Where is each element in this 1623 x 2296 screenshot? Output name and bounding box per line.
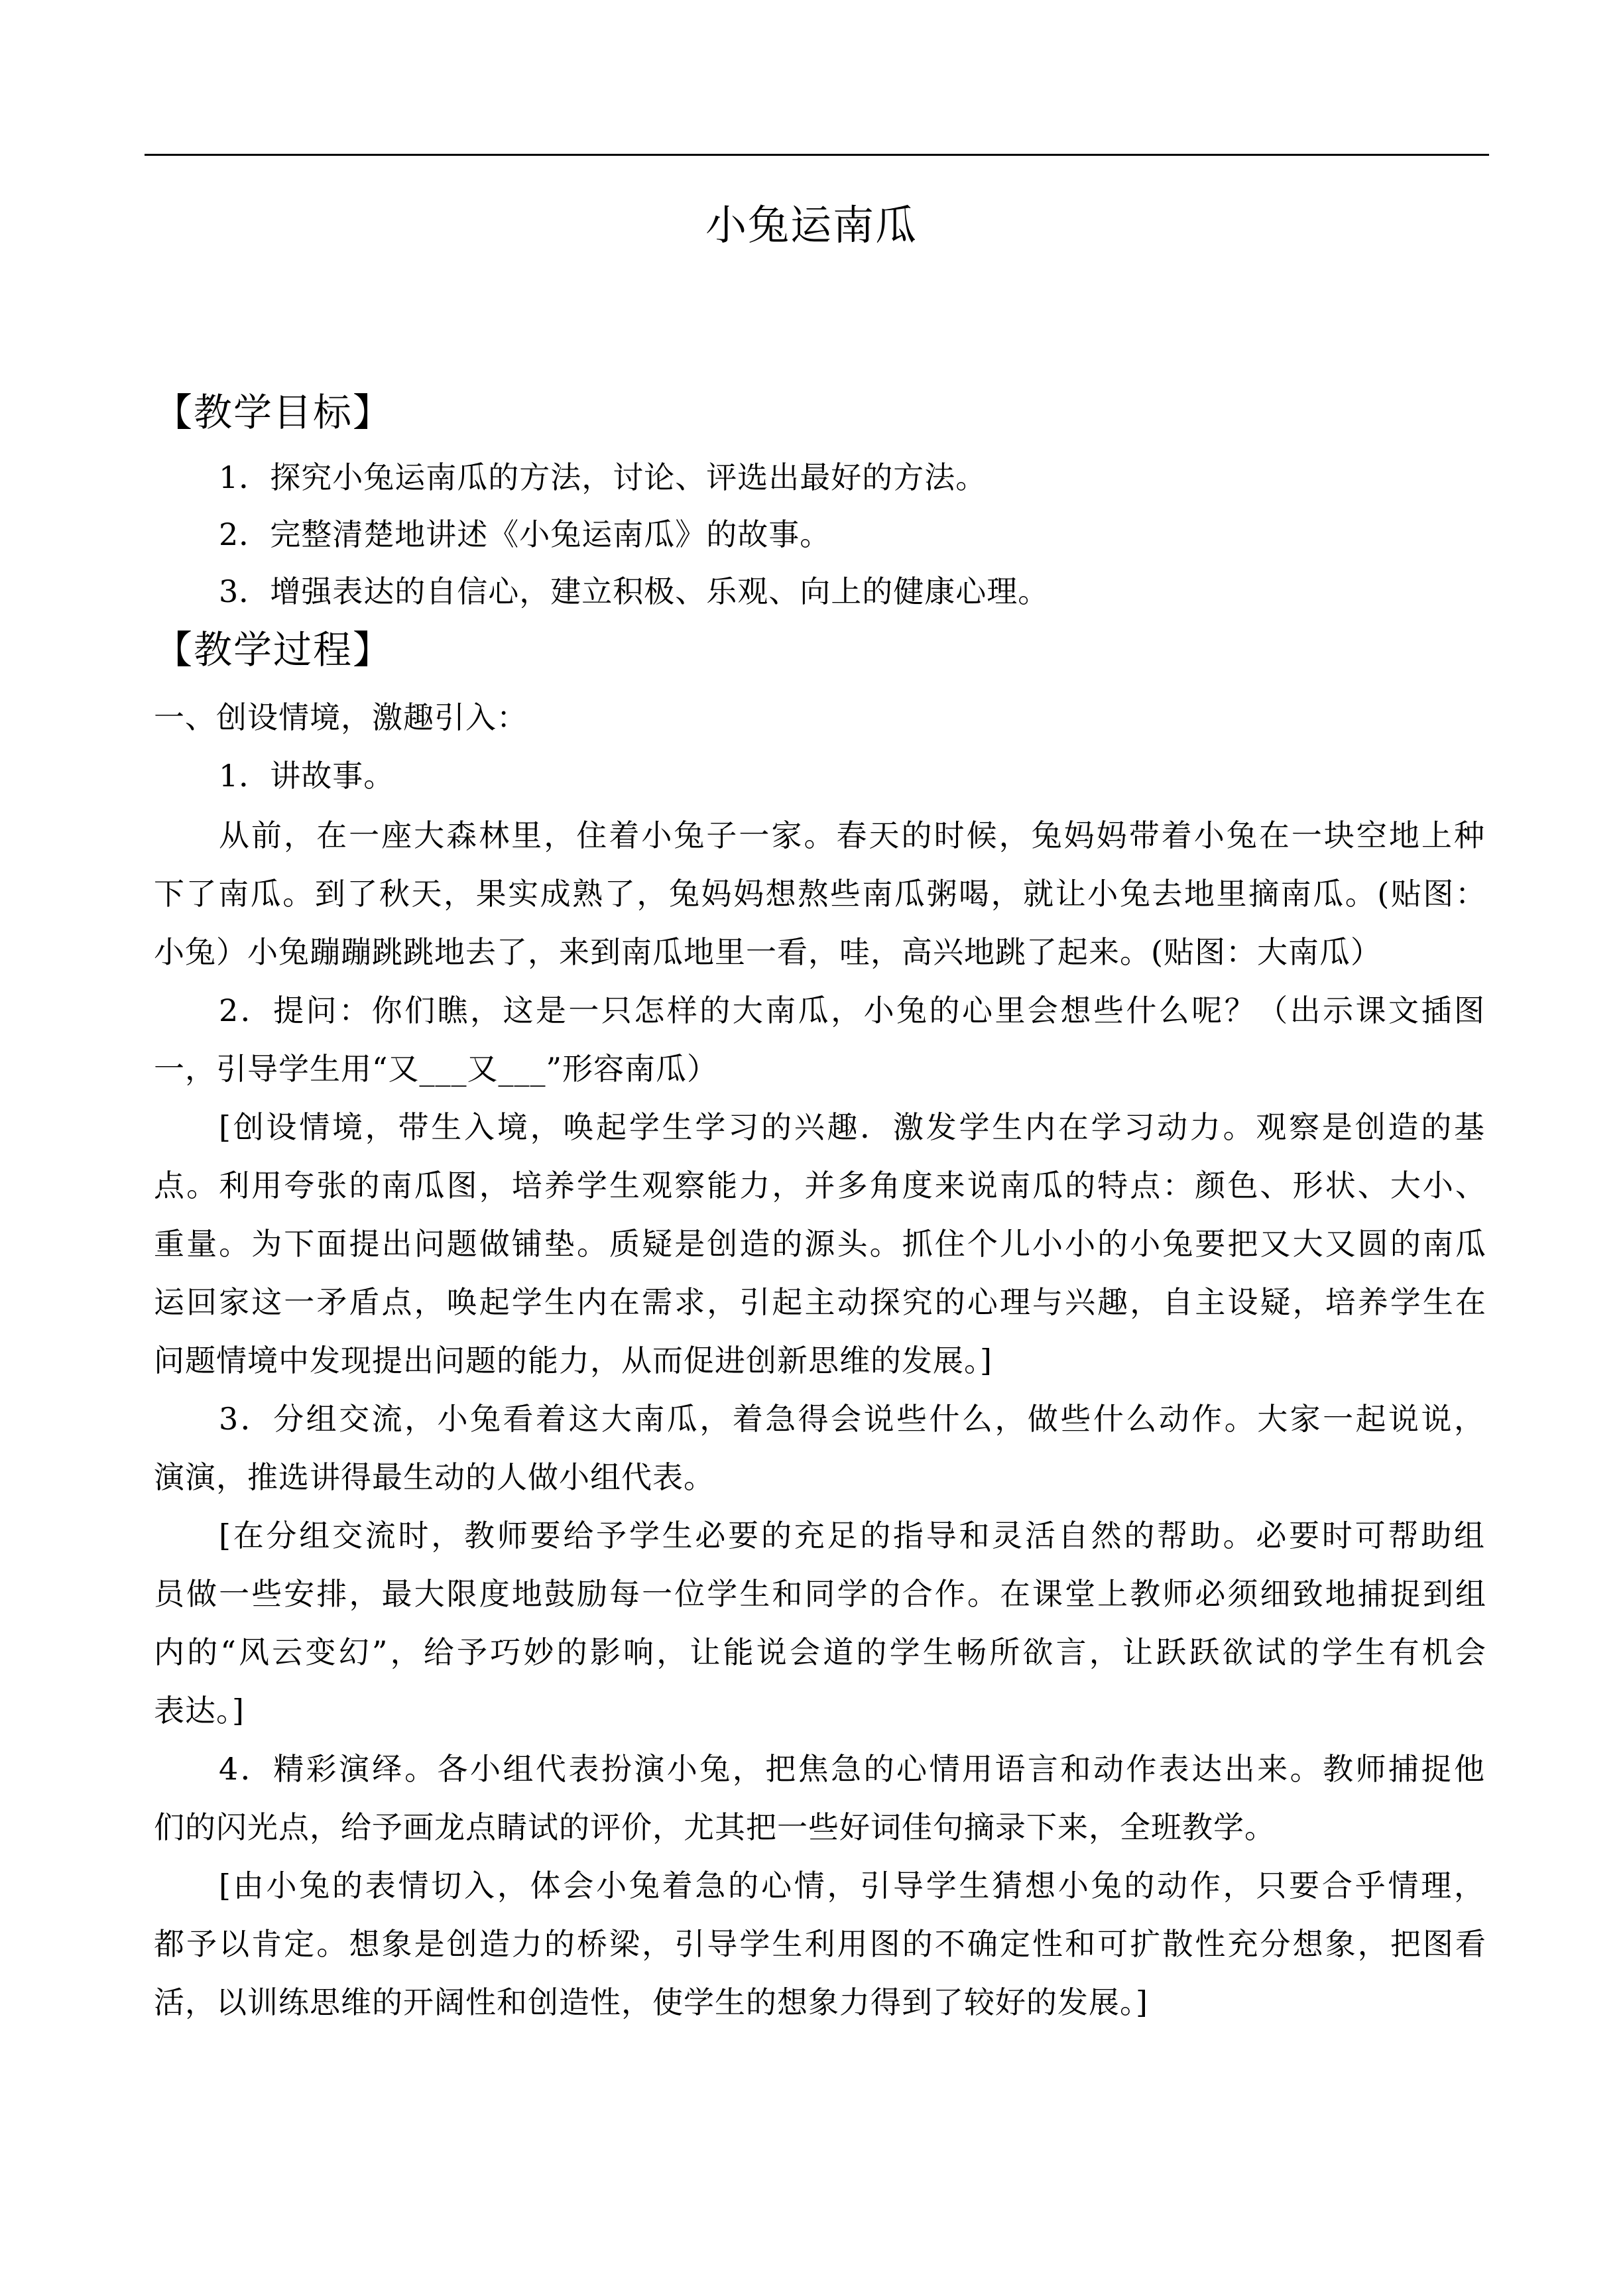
story-line: 从前，在一座大森林里，住着小兔子一家。春天的时候，兔妈妈带着小兔在一块空地上种 [219,817,1485,853]
note-2-line: 内的“风云变幻”，给予巧妙的影响，让能说会道的学生畅所欲言，让跃跃欲试的学生有机会 [154,1634,1486,1670]
goal-item: 2．完整清楚地讲述《小兔运南瓜》的故事。 [219,516,831,552]
note-3-line: 活，以训练思维的开阔性和创造性，使学生的想象力得到了较好的发展。] [154,1984,1148,2020]
note-3-line: 都予以肯定。想象是创造力的桥梁，引导学生利用图的不确定性和可扩散性充分想象，把图看 [154,1926,1486,1962]
document-title: 小兔运南瓜 [705,201,918,249]
step-2-line: 2．提问：你们瞧，这是一只怎样的大南瓜，小兔的心里会想些什么呢？（出示课文插图 [219,993,1485,1028]
section-heading-process: 【教学过程】 [154,627,393,672]
step-3-line: 3．分组交流，小兔看着这大南瓜，着急得会说些什么，做些什么动作。大家一起说说， [219,1401,1485,1437]
story-line: 下了南瓜。到了秋天，果实成熟了，兔妈妈想熬些南瓜粥喝，就让小兔去地里摘南瓜。(贴图： [154,876,1486,912]
note-1-line: [创设情境，带生入境，唤起学生学习的兴趣．激发学生内在学习动力。观察是创造的基 [219,1109,1485,1145]
goal-item: 3．增强表达的自信心，建立积极、乐观、向上的健康心理。 [219,574,1050,609]
step-4-line: 们的闪光点，给予画龙点睛试的评价，尤其把一些好词佳句摘录下来，全班教学。 [154,1809,1276,1845]
section-heading-goals: 【教学目标】 [154,390,393,435]
note-1-line: 运回家这一矛盾点，唤起学生内在需求，引起主动探究的心理与兴趣，自主设疑，培养学生在 [154,1284,1486,1320]
header-rule [145,154,1489,156]
story-line: 小兔）小兔蹦蹦跳跳地去了，来到南瓜地里一看，哇，高兴地跳了起来。(贴图：大南瓜） [154,934,1382,970]
step-3-line: 演演，推选讲得最生动的人做小组代表。 [154,1459,715,1495]
part-title: 一、创设情境，激趣引入： [154,699,528,735]
note-2-line: 员做一些安排，最大限度地鼓励每一位学生和同学的合作。在课堂上教师必须细致地捕捉到组 [154,1576,1486,1612]
note-1-line: 重量。为下面提出问题做铺垫。质疑是创造的源头。抓住个儿小小的小兔要把又大又圆的南瓜 [154,1226,1486,1262]
note-2-line: 表达。] [154,1693,245,1728]
note-1-line: 点。利用夸张的南瓜图，培养学生观察能力，并多角度来说南瓜的特点：颜色、形状、大小、 [154,1168,1486,1203]
step-2-line: 一，引导学生用“又___又___”形容南瓜） [154,1051,719,1087]
note-2-line: [在分组交流时，教师要给予学生必要的充足的指导和灵活自然的帮助。必要时可帮助组 [219,1518,1485,1553]
step-1: 1．讲故事。 [219,758,395,794]
step-4-line: 4．精彩演绎。各小组代表扮演小兔，把焦急的心情用语言和动作表达出来。教师捕捉他 [219,1751,1485,1787]
note-3-line: [由小兔的表情切入，体会小兔着急的心情，引导学生猜想小兔的动作，只要合乎情理， [219,1868,1485,1903]
goal-item: 1．探究小兔运南瓜的方法，讨论、评选出最好的方法。 [219,459,987,495]
note-1-line: 问题情境中发现提出问题的能力，从而促进创新思维的发展。] [154,1343,992,1378]
